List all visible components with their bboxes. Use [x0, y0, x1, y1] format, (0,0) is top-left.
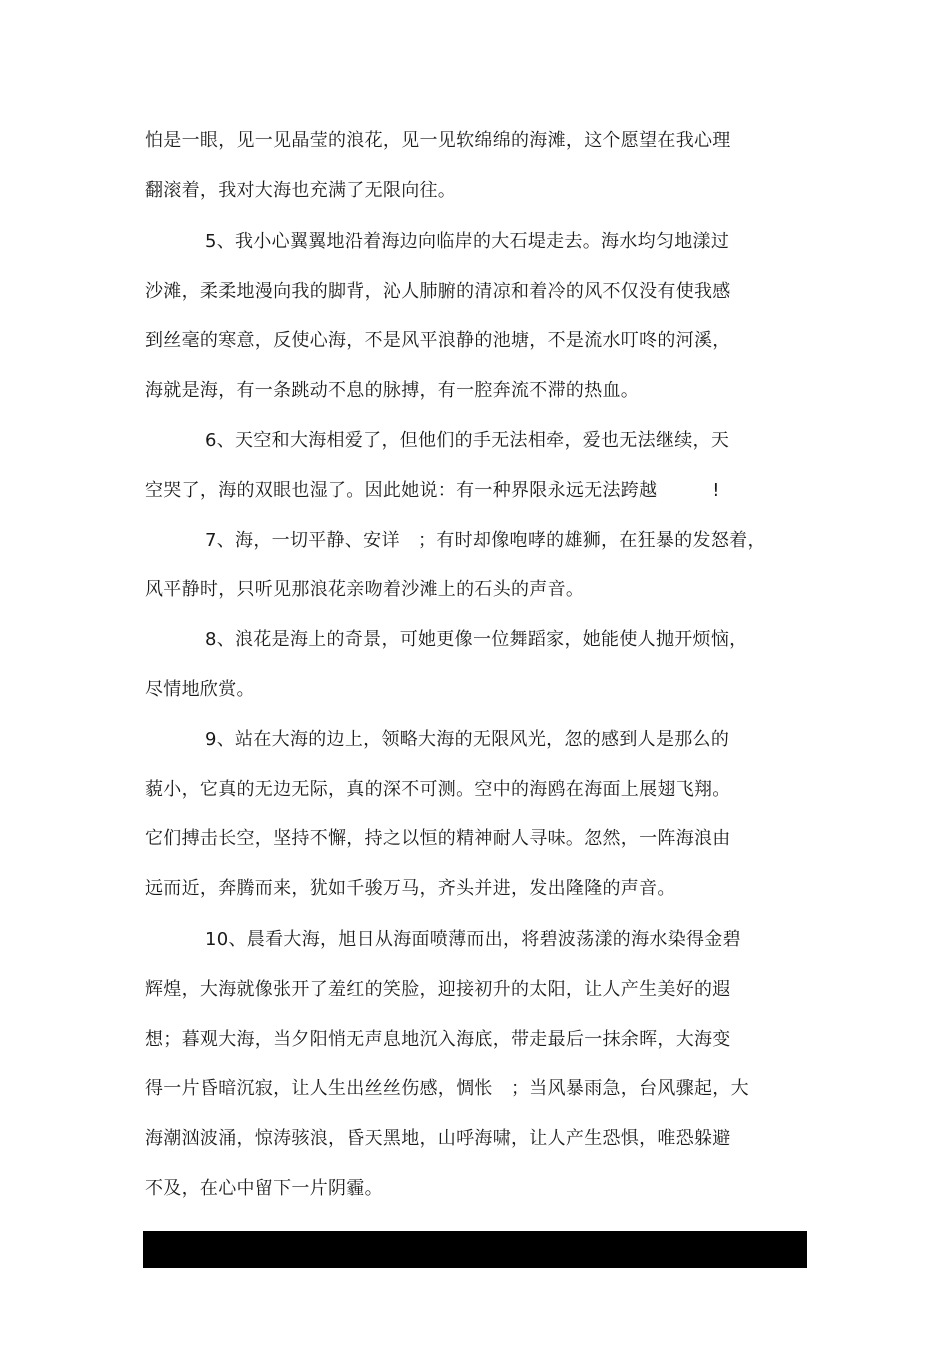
- text-line: 翻滚着，我对大海也充满了无限向往。: [145, 180, 457, 201]
- text-line: 想；暮观大海，当夕阳悄无声息地沉入海底，带走最后一抹余晖，大海变: [145, 1029, 731, 1050]
- redaction-bar: [143, 1231, 807, 1268]
- paragraph-5-start: 5、我小心翼翼地沿着海边向临岸的大石堤走去。海水均匀地漾过: [205, 231, 730, 252]
- text-line: 空哭了，海的双眼也湿了。因此她说：有一种界限永远无法跨越 !: [145, 480, 720, 501]
- text-line: 沙滩，柔柔地漫向我的脚背，沁人肺腑的清凉和着冷的风不仅没有使我感: [145, 281, 731, 302]
- paragraph-9-start: 9、站在大海的边上，领略大海的无限风光，忽的感到人是那么的: [205, 729, 730, 750]
- paragraph-8-start: 8、浪花是海上的奇景，可她更像一位舞蹈家，她能使人抛开烦恼，: [205, 629, 748, 650]
- text-line: 远而近，奔腾而来，犹如千骏万马，齐头并进，发出隆隆的声音。: [145, 878, 676, 899]
- text-line: 海就是海，有一条跳动不息的脉搏，有一腔奔流不滞的热血。: [145, 380, 640, 401]
- text-line: 尽情地欣赏。: [145, 679, 255, 700]
- text-line: 到丝毫的寒意，反使心海，不是风平浪静的池塘，不是流水叮咚的河溪，: [145, 330, 731, 351]
- text-line: 海潮汹波涌，惊涛骇浪，昏天黑地，山呼海啸，让人产生恐惧，唯恐躲避: [145, 1128, 731, 1149]
- text-line: 它们搏击长空，坚持不懈，持之以恒的精神耐人寻味。忽然，一阵海浪由: [145, 828, 731, 849]
- paragraph-6-start: 6、天空和大海相爱了，但他们的手无法相牵，爱也无法继续，天: [205, 430, 730, 451]
- paragraph-10-start: 10、晨看大海，旭日从海面喷薄而出，将碧波荡漾的海水染得金碧: [205, 929, 741, 950]
- text-line: 不及，在心中留下一片阴霾。: [145, 1178, 383, 1199]
- text-line: 怕是一眼，见一见晶莹的浪花，见一见软绵绵的海滩，这个愿望在我心理: [145, 130, 731, 151]
- text-line: 风平静时，只听见那浪花亲吻着沙滩上的石头的声音。: [145, 579, 585, 600]
- text-line: 得一片昏暗沉寂，让人生出丝丝伤感，惆怅 ；当风暴雨急，台风骤起，大: [145, 1078, 749, 1099]
- text-line: 辉煌，大海就像张开了羞红的笑脸，迎接初升的太阳，让人产生美好的遐: [145, 979, 731, 1000]
- paragraph-7-start: 7、海，一切平静、安详 ；有时却像咆哮的雄狮，在狂暴的发怒着，: [205, 530, 766, 551]
- text-line: 藐小，它真的无边无际，真的深不可测。空中的海鸥在海面上展翅飞翔。: [145, 779, 731, 800]
